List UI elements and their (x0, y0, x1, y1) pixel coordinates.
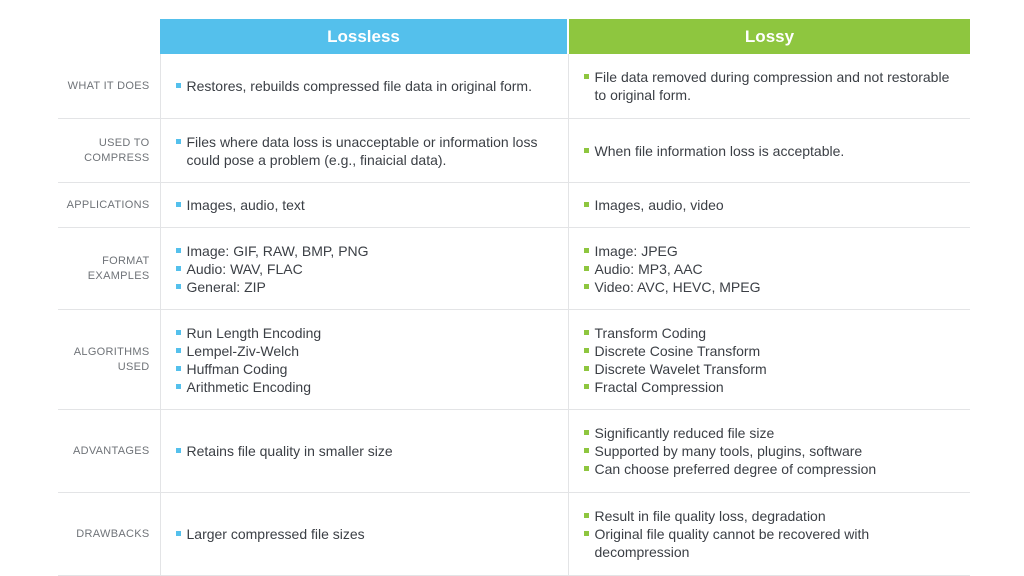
square-bullet-icon (176, 384, 181, 389)
square-bullet-icon (176, 83, 181, 88)
list-item-text: Huffman Coding (186, 360, 288, 377)
lossless-cell (160, 183, 568, 228)
header-row (58, 19, 970, 54)
square-bullet-icon (584, 248, 589, 253)
list-item-text: Supported by many tools, plugins, software (594, 443, 863, 459)
square-bullet-icon (176, 330, 181, 335)
list-item-text: General: ZIP (186, 278, 266, 295)
list-item (176, 77, 558, 95)
list-item-text: Image: JPEG (594, 242, 678, 259)
list-item (584, 242, 961, 260)
lossy-list (584, 324, 961, 396)
row-label: FORMAT EXAMPLES (58, 228, 160, 310)
square-bullet-icon (584, 284, 589, 289)
comparison-table-container (58, 19, 970, 576)
list-item-text: Image: GIF, RAW, BMP, PNG (186, 242, 369, 259)
list-item (584, 507, 961, 525)
lossy-list (584, 142, 961, 160)
list-item-text: Video: AVC, HEVC, MPEG (594, 278, 761, 295)
square-bullet-icon (584, 266, 589, 271)
row-label: WHAT IT DOES (58, 54, 160, 119)
lossy-cell (568, 493, 970, 576)
list-item-text: Retains file quality in smaller size (186, 443, 393, 459)
square-bullet-icon (176, 266, 181, 271)
list-item (584, 424, 961, 442)
table-row (58, 493, 970, 576)
list-item-text: Transform Coding (594, 324, 707, 341)
list-item (584, 142, 961, 160)
lossless-list (176, 77, 558, 95)
list-item-text: Lempel-Ziv-Welch (186, 342, 300, 359)
list-item-text: Audio: MP3, AAC (594, 260, 703, 277)
lossless-list (176, 442, 558, 460)
header-lossy: Lossy (568, 19, 970, 54)
table-row (58, 54, 970, 119)
list-item-text: Images, audio, video (594, 197, 724, 213)
square-bullet-icon (584, 466, 589, 471)
list-item (584, 342, 961, 360)
list-item (176, 525, 558, 543)
lossy-cell (568, 310, 970, 410)
lossy-list (584, 424, 961, 478)
lossy-cell (568, 119, 970, 183)
list-item-text: Larger compressed file sizes (186, 526, 365, 542)
row-label: ADVANTAGES (58, 410, 160, 493)
square-bullet-icon (176, 366, 181, 371)
list-item (584, 324, 961, 342)
list-item (584, 260, 961, 278)
list-item (176, 133, 558, 169)
lossy-cell (568, 183, 970, 228)
lossless-list (176, 324, 558, 396)
list-item (176, 196, 558, 214)
square-bullet-icon (584, 384, 589, 389)
list-item-text: File data removed during compression and not restorable to original form. (594, 69, 950, 103)
lossless-cell (160, 493, 568, 576)
table-row (58, 410, 970, 493)
lossy-cell (568, 410, 970, 493)
list-item (584, 460, 961, 478)
list-item-text: Arithmetic Encoding (186, 378, 312, 395)
square-bullet-icon (176, 139, 181, 144)
square-bullet-icon (584, 202, 589, 207)
table-row (58, 183, 970, 228)
square-bullet-icon (584, 74, 589, 79)
list-item (584, 68, 961, 104)
row-label: ALGORITHMS USED (58, 310, 160, 410)
list-item-text: Discrete Wavelet Transform (594, 360, 767, 377)
square-bullet-icon (176, 284, 181, 289)
square-bullet-icon (176, 348, 181, 353)
list-item-text: Significantly reduced file size (594, 425, 775, 441)
lossy-cell (568, 54, 970, 119)
square-bullet-icon (584, 330, 589, 335)
square-bullet-icon (584, 448, 589, 453)
row-label: DRAWBACKS (58, 493, 160, 576)
list-item (176, 442, 558, 460)
list-item (176, 324, 558, 342)
list-item-text: Images, audio, text (186, 197, 305, 213)
list-item-text: Files where data loss is unacceptable or information loss could pose a problem (e.g., finaicial data). (186, 133, 538, 168)
square-bullet-icon (584, 366, 589, 371)
table-row (58, 228, 970, 310)
list-item (176, 278, 558, 296)
lossless-cell (160, 310, 568, 410)
square-bullet-icon (584, 513, 589, 518)
list-item-text: Can choose preferred degree of compression (594, 461, 877, 477)
list-item (584, 378, 961, 396)
list-item (584, 525, 961, 561)
header-corner (58, 19, 160, 54)
square-bullet-icon (584, 148, 589, 153)
list-item-text: Audio: WAV, FLAC (186, 260, 303, 277)
list-item (584, 360, 961, 378)
square-bullet-icon (176, 448, 181, 453)
table-row (58, 119, 970, 183)
list-item (176, 360, 558, 378)
square-bullet-icon (176, 531, 181, 536)
list-item-text: Run Length Encoding (186, 324, 322, 341)
list-item (176, 342, 558, 360)
list-item-text: Discrete Cosine Transform (594, 342, 761, 359)
list-item-text: When file information loss is acceptable. (594, 142, 845, 159)
square-bullet-icon (584, 348, 589, 353)
table-body (58, 54, 970, 576)
list-item (176, 242, 558, 260)
lossless-cell (160, 410, 568, 493)
list-item-text: Original file quality cannot be recovered with decompression (594, 526, 870, 560)
lossy-list (584, 196, 961, 214)
list-item (584, 278, 961, 296)
list-item-text: Result in file quality loss, degradation (594, 508, 826, 524)
row-label: USED TO COMPRESS (58, 119, 160, 183)
square-bullet-icon (584, 430, 589, 435)
lossy-list (584, 242, 961, 296)
list-item-text: Restores, rebuilds compressed file data in original form. (186, 78, 532, 94)
square-bullet-icon (584, 531, 589, 536)
list-item (584, 196, 961, 214)
square-bullet-icon (176, 202, 181, 207)
row-label: APPLICATIONS (58, 183, 160, 228)
lossless-list (176, 196, 558, 214)
header-lossless: Lossless (160, 19, 568, 54)
list-item-text: Fractal Compression (594, 378, 724, 395)
list-item (176, 378, 558, 396)
comparison-table (58, 19, 970, 576)
lossless-list (176, 525, 558, 543)
lossless-list (176, 133, 558, 169)
lossless-cell (160, 228, 568, 310)
lossy-list (584, 68, 961, 104)
table-row (58, 310, 970, 410)
lossy-cell (568, 228, 970, 310)
lossy-list (584, 507, 961, 561)
lossless-cell (160, 119, 568, 183)
list-item (176, 260, 558, 278)
list-item (584, 442, 961, 460)
lossless-cell (160, 54, 568, 119)
lossless-list (176, 242, 558, 296)
square-bullet-icon (176, 248, 181, 253)
